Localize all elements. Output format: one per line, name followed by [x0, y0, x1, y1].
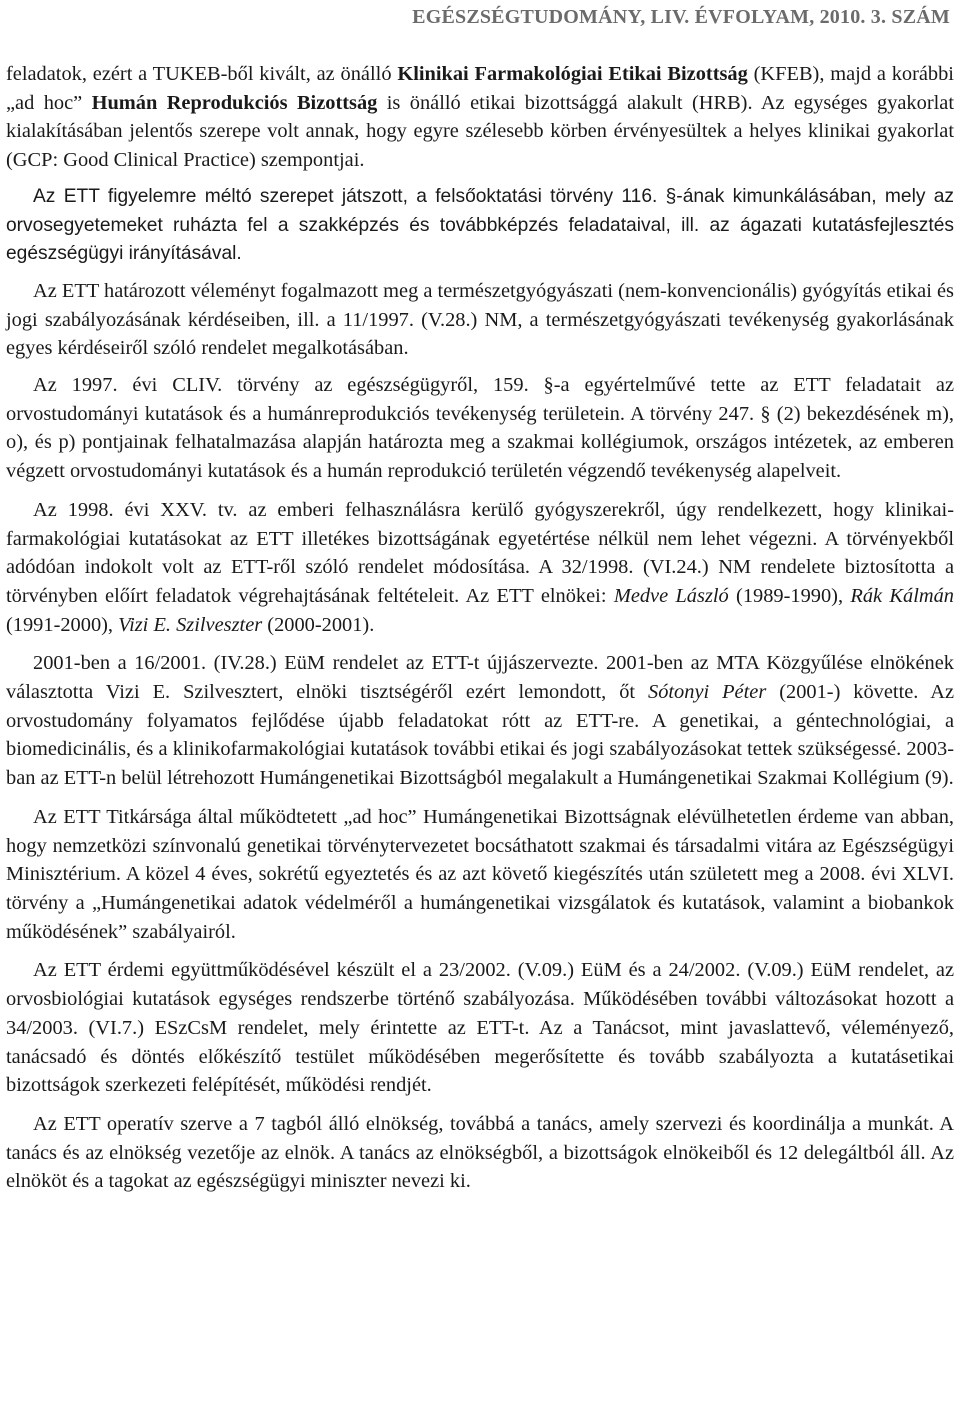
text-run: feladatok, ezért a TUKEB-ből kivált, az önálló	[6, 63, 398, 85]
text-run: Az ETT Titkársága által működtetett „ad hoc” Humángenetikai Bizottságnak elévülhetetlen érdeme van abban, hogy nemzetközi színvonalú genetikai törvénytervezetet bocsáthatott szakmai és társadalmi vitára az Egészségügyi Minisztérium. A közel 4 éves, sokrétű egyeztetés és az azt követő kiegészítés után született meg a 2008. évi XLVI. törvény a „Humángenetikai adatok védelméről a humángenetikai vizsgálatok és kutatások, valamint a biobankok működésének” szabályairól.	[6, 805, 954, 943]
committee-name-hrb: Humán Reprodukciós Bizottság	[91, 91, 378, 114]
text-run: Az ETT határozott véleményt fogalmazott meg a természetgyógyászati (nem-konvencionális) gyógyítás etikai és jogi szabályozásának kérdéseiben, ill. a 11/1997. (V.28.) NM, a természetgyógyászati tevékenység gyakorlásának egyes kérdéseiről szóló rendelet megalkotásában.	[6, 279, 954, 360]
text-run: (1991-2000),	[6, 613, 119, 636]
text-run: (2000-2001).	[262, 613, 375, 636]
paragraph-7	[6, 803, 954, 947]
text-run: (2001-) követte. Az orvostudomány folyamatos fejlődése újabb feladatokat rótt az ETT-re. A genetikai, a géntechnológiai, a biomedicinális, és a klinikofarmakológiai kutatások további etikai és jogi szabályozásokat tettek szükségessé. 2003-ban az ETT-n belül létrehozott Humángenetikai Bizottságból megalakult a Humángenetikai Szakmai Kollégium (9).	[6, 681, 954, 790]
paragraph-1	[6, 60, 954, 175]
paragraph-6	[6, 649, 954, 793]
paragraph-9	[6, 1110, 954, 1196]
article-body	[6, 60, 954, 1196]
committee-name-kfeb: Klinikai Farmakológiai Etikai Bizottság	[397, 63, 748, 85]
text-run: Az ETT figyelemre méltó szerepet játszott, a felsőoktatási törvény 116.	[33, 185, 666, 207]
person-name: Medve László	[613, 584, 729, 607]
paragraph-2	[6, 183, 954, 269]
text-run: Az ETT operatív szerve a 7 tagból álló elnökség, továbbá a tanács, amely szervezi és koordinálja a munkát. A tanács és az elnökség vezetője az elnök. A tanács az elnökségből, a bizottságok elnökeiből és 12 delegáltból áll. Az elnököt és a tagokat az egészségügyi miniszter nevezi ki.	[6, 1112, 954, 1193]
person-name: Rák Kálmán	[850, 584, 954, 607]
person-name: Vizi E. Szilveszter	[118, 613, 263, 636]
text-run: is önálló etikai bizottsággá alakult (HRB). Az egységes gyakorlat kialakításában jelentős szerepe volt annak, hogy egyre szélesebb körben érvényesültek a helyes klinikai gyakorlat (GCP: Good Clinical Practice) szempontjai.	[6, 91, 954, 172]
running-header: EGÉSZSÉGTUDOMÁNY, LIV. ÉVFOLYAM, 2010. 3. SZÁM	[412, 6, 950, 28]
text-run: (1989-1990),	[728, 584, 851, 607]
text-run: 2001-ben a 16/2001. (IV.28.) EüM rendelet az ETT-t újjászervezte. 2001-ben az MTA Közgyűlése elnökének választotta Vizi E. Szilvesztert, elnöki tisztségéről ezért lemondott, őt	[6, 652, 954, 704]
text-run: §-ának kimunkálásában, mely az orvosegyetemeket ruházta fel a szakképzés és továbbképzés feladataival, ill. az ágazati kutatásfejlesztés egészségügyi irányításával.	[6, 185, 954, 265]
text-run: Az 1998. évi XXV. tv. az emberi felhasználásra kerülő gyógyszerekről, úgy rendelkezett, hogy klinikai-farmakológiai kutatásokat az ETT illetékes bizottságának egyetértése nélkül nem lehet végezni. A törvényekből adódóan indokolt volt az ETT-ről szóló rendelet módosítása. A 32/1998. (VI.24.) NM rendelete biztosította a törvényben előírt feladatok végrehajtásának feltételeit. Az ETT elnökei:	[6, 498, 954, 607]
paragraph-4	[6, 371, 954, 486]
text-run: Az ETT érdemi együttműködésével készült el a 23/2002. (V.09.) EüM és a 24/2002. (V.09.) EüM rendelet, az orvosbiológiai kutatások egységes rendszerbe történő szabályozása. Működésében további változásokat hozott a 34/2003. (VI.7.) ESzCsM rendelet, mely érintette az ETT-t. Az a Tanácsot, mint javaslattevő, véleményező, tanácsadó és döntés előkészítő testület működésében megerősítette és tovább szabályozta a kutatásetikai bizottságok szerkezeti felépítését, működési rendjét.	[6, 959, 954, 1097]
paragraph-8	[6, 956, 954, 1100]
text-run: Az 1997. évi CLIV. törvény az egészségügyről, 159. §-a egyértelművé tette az ETT feladatait az orvostudományi kutatások és a humánreprodukciós tevékenység területein. A törvény 247. § (2) bekezdésének m), o), és p) pontjainak felhatalmazása alapján határozta meg a szakmai kollégiumok, országos intézetek, az emberen végzett orvostudományi kutatások és a humán reprodukció területén végzendő tevékenység alapelveit.	[6, 374, 954, 483]
person-name: Sótonyi Péter	[648, 681, 767, 704]
text-run: (KFEB), majd a korábbi „ad hoc”	[6, 63, 954, 114]
paragraph-3	[6, 277, 954, 363]
paragraph-5	[6, 496, 954, 640]
